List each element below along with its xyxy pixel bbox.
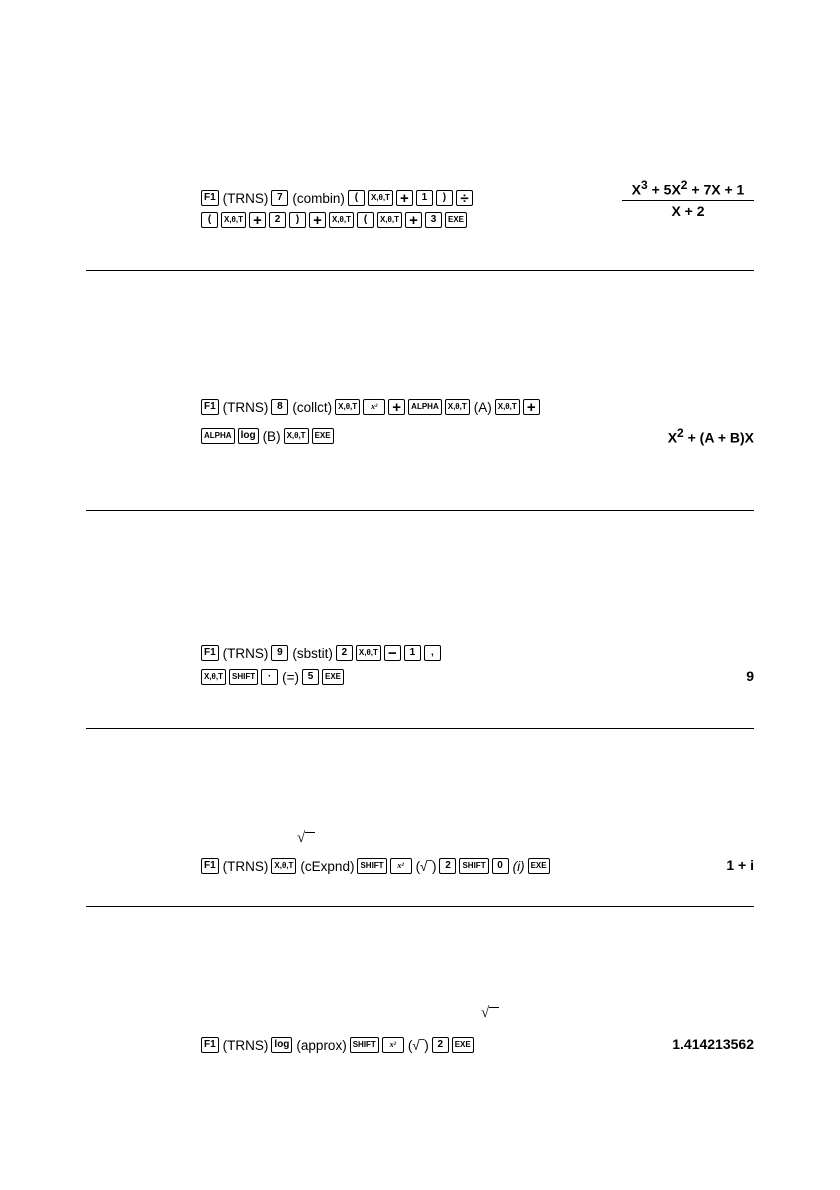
trns-label: (TRNS) bbox=[222, 190, 269, 206]
result-3: 9 bbox=[746, 668, 754, 684]
two-key: 2 bbox=[432, 1037, 449, 1053]
log-key: log bbox=[271, 1037, 292, 1053]
open-paren-key: ( bbox=[357, 212, 374, 228]
equals-label: (=) bbox=[282, 669, 299, 685]
f1-key: F1 bbox=[201, 1037, 219, 1053]
divider bbox=[86, 906, 754, 907]
shift-key: SHIFT bbox=[357, 858, 386, 874]
minus-key: − bbox=[384, 645, 401, 661]
open-paren-key: ( bbox=[348, 190, 365, 206]
key-sequence-1-line-2 bbox=[201, 208, 470, 232]
exe-key: EXE bbox=[312, 428, 334, 444]
sqrt-symbol: √ bbox=[297, 830, 315, 847]
key-sequence-4 bbox=[201, 854, 553, 878]
trns-label: (TRNS) bbox=[222, 645, 269, 661]
x-theta-t-key: X,θ,T bbox=[377, 212, 402, 228]
log-key: log bbox=[238, 428, 259, 444]
result-2: $X^2 + (A + B)X$ bbox=[667, 426, 754, 446]
result-1-fraction bbox=[622, 178, 754, 219]
seven-key: 7 bbox=[271, 190, 288, 206]
sbstit-label: (sbstit) bbox=[292, 645, 333, 661]
divide-key: ÷ bbox=[456, 190, 473, 206]
f1-key: F1 bbox=[201, 645, 219, 661]
alpha-key: ALPHA bbox=[408, 399, 442, 415]
approx-label: (approx) bbox=[296, 1037, 347, 1053]
two-key: 2 bbox=[269, 212, 286, 228]
result-5: 1.414213562 bbox=[672, 1036, 754, 1052]
shift-key: SHIFT bbox=[459, 858, 488, 874]
plus-key: + bbox=[523, 399, 540, 415]
exe-key: EXE bbox=[452, 1037, 474, 1053]
cexpnd-label: (cExpnd) bbox=[300, 858, 355, 874]
result-1-numerator: $X^3 + 5X^2 + 7X + 1$ bbox=[622, 178, 754, 201]
five-key: 5 bbox=[302, 669, 319, 685]
key-sequence-2-line-1 bbox=[201, 395, 543, 419]
one-key: 1 bbox=[404, 645, 421, 661]
dot-key: · bbox=[261, 669, 278, 685]
key-sequence-3-line-1 bbox=[201, 641, 444, 665]
divider bbox=[86, 728, 754, 729]
plus-key: + bbox=[388, 399, 405, 415]
alpha-key: ALPHA bbox=[201, 428, 235, 444]
f1-key: F1 bbox=[201, 399, 219, 415]
exe-key: EXE bbox=[322, 669, 344, 685]
x-theta-t-key: X,θ,T bbox=[356, 645, 381, 661]
zero-key: 0 bbox=[492, 858, 509, 874]
sqrt-label: (√‾) bbox=[415, 858, 437, 874]
divider bbox=[86, 510, 754, 511]
two-key: 2 bbox=[439, 858, 456, 874]
x-theta-t-key: X,θ,T bbox=[329, 212, 354, 228]
comma-key: , bbox=[424, 645, 441, 661]
x-theta-t-key: X,θ,T bbox=[284, 428, 309, 444]
x-squared-key: x² bbox=[382, 1037, 404, 1053]
f1-key: F1 bbox=[201, 190, 219, 206]
x-squared-key: x² bbox=[363, 399, 385, 415]
shift-key: SHIFT bbox=[229, 669, 258, 685]
sqrt-symbol: √ bbox=[481, 1005, 499, 1022]
x-theta-t-key: X,θ,T bbox=[495, 399, 520, 415]
key-sequence-3-line-2 bbox=[201, 665, 347, 689]
plus-key: + bbox=[396, 190, 413, 206]
exe-key: EXE bbox=[528, 858, 550, 874]
x-theta-t-key: X,θ,T bbox=[271, 858, 296, 874]
x-theta-t-key: X,θ,T bbox=[368, 190, 393, 206]
three-key: 3 bbox=[425, 212, 442, 228]
nine-key: 9 bbox=[271, 645, 288, 661]
trns-label: (TRNS) bbox=[222, 1037, 269, 1053]
x-theta-t-key: X,θ,T bbox=[201, 669, 226, 685]
f1-key: F1 bbox=[201, 858, 219, 874]
eight-key: 8 bbox=[271, 399, 288, 415]
shift-key: SHIFT bbox=[350, 1037, 379, 1053]
plus-key: + bbox=[249, 212, 266, 228]
trns-label: (TRNS) bbox=[222, 399, 269, 415]
close-paren-key: ) bbox=[436, 190, 453, 206]
two-key: 2 bbox=[336, 645, 353, 661]
combin-label: (combin) bbox=[292, 190, 345, 206]
i-label: (i) bbox=[512, 858, 525, 874]
result-4: 1 + i bbox=[726, 857, 754, 873]
b-label: (B) bbox=[262, 428, 281, 444]
plus-key: + bbox=[405, 212, 422, 228]
x-theta-t-key: X,θ,T bbox=[221, 212, 246, 228]
one-key: 1 bbox=[416, 190, 433, 206]
exe-key: EXE bbox=[445, 212, 467, 228]
plus-key: + bbox=[309, 212, 326, 228]
a-label: (A) bbox=[473, 399, 492, 415]
x-theta-t-key: X,θ,T bbox=[335, 399, 360, 415]
x-theta-t-key: X,θ,T bbox=[445, 399, 470, 415]
x-squared-key: x² bbox=[390, 858, 412, 874]
key-sequence-1-line-1 bbox=[201, 186, 476, 210]
key-sequence-2-line-2 bbox=[201, 424, 337, 448]
key-sequence-5 bbox=[201, 1033, 477, 1057]
divider bbox=[86, 270, 754, 271]
sqrt-label: (√‾) bbox=[407, 1037, 429, 1053]
result-1-denominator: X + 2 bbox=[671, 202, 705, 219]
collct-label: (collct) bbox=[292, 399, 333, 415]
open-paren-key: ( bbox=[201, 212, 218, 228]
trns-label: (TRNS) bbox=[222, 858, 269, 874]
close-paren-key: ) bbox=[289, 212, 306, 228]
